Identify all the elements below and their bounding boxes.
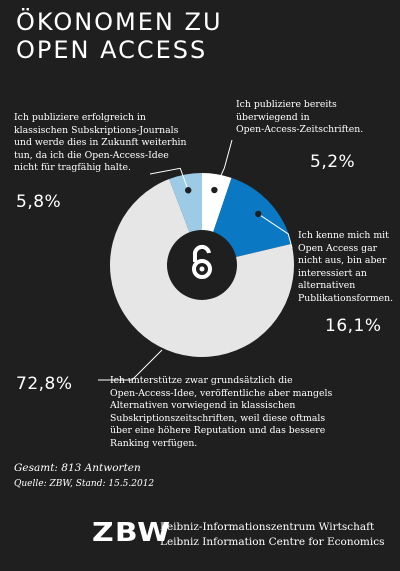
value-label-5-2: 5,2%: [310, 152, 356, 172]
annotation-line: Open-Access-Idee, veröffentliche aber mangels: [110, 387, 333, 399]
annotation-line: Ich publiziere bereits: [236, 99, 337, 110]
pointer-dot-oa-journals: [211, 187, 217, 193]
zbw-logo: ZBW: [92, 518, 172, 548]
institution-name-de: Leibniz-Informationszentrum Wirtschaft: [160, 521, 375, 533]
open-access-lock-icon: [194, 247, 210, 277]
annotation-line: Ich unterstütze zwar grundsätzlich die: [110, 375, 293, 386]
annotation-line: Open-Access-Zeitschriften.: [236, 124, 364, 136]
title-line-1: ÖKONOMEN ZU: [16, 8, 223, 36]
annotation-oa-journals: [236, 99, 363, 137]
annotation-line: über eine höhere Reputation und das bessere: [110, 425, 326, 437]
title-line-2: OPEN ACCESS: [16, 36, 208, 64]
annotation-line: Ich kenne mich mit: [298, 230, 389, 241]
annotation-line: tun, da ich die Open-Access-Idee: [14, 149, 169, 161]
annotation-line: Open Access gar: [298, 242, 378, 254]
annotation-support-but-classic: [110, 375, 332, 451]
annotation-line: und werde dies in Zukunft weiterhin: [14, 137, 187, 149]
annotation-line: Alternativen vorwiegend in klassischen: [110, 400, 296, 412]
annotation-line: interessiert an: [298, 267, 367, 279]
total-responses: Gesamt: 813 Antworten: [14, 462, 141, 474]
annotation-not-familiar: [298, 230, 393, 306]
annotation-line: Ich publiziere erfolgreich in: [14, 112, 146, 123]
institution-name-en: Leibniz Information Centre for Economics: [160, 536, 385, 548]
annotation-line: nicht für tragfähig halte.: [14, 162, 131, 174]
annotation-line: Subskriptionszeitschriften, weil diese oftmals: [110, 412, 326, 424]
value-label-72-8: 72,8%: [16, 374, 73, 394]
value-label-16-1: 16,1%: [325, 316, 382, 336]
annotation-classic-success: [14, 112, 187, 175]
annotation-line: überwiegend in: [236, 111, 310, 123]
annotation-line: Publikationsformen.: [298, 292, 394, 304]
annotation-line: Ranking verfügen.: [110, 437, 198, 449]
annotation-line: nicht aus, bin aber: [298, 255, 387, 267]
annotation-line: alternativen: [298, 280, 356, 292]
value-label-5-8: 5,8%: [16, 192, 62, 212]
pointer-dot-not-familiar: [255, 211, 261, 217]
pointer-dot-classic-success: [185, 187, 191, 193]
annotation-line: klassischen Subskriptions-Journals: [14, 124, 179, 136]
source-note: Quelle: ZBW, Stand: 15.5.2012: [14, 479, 155, 489]
